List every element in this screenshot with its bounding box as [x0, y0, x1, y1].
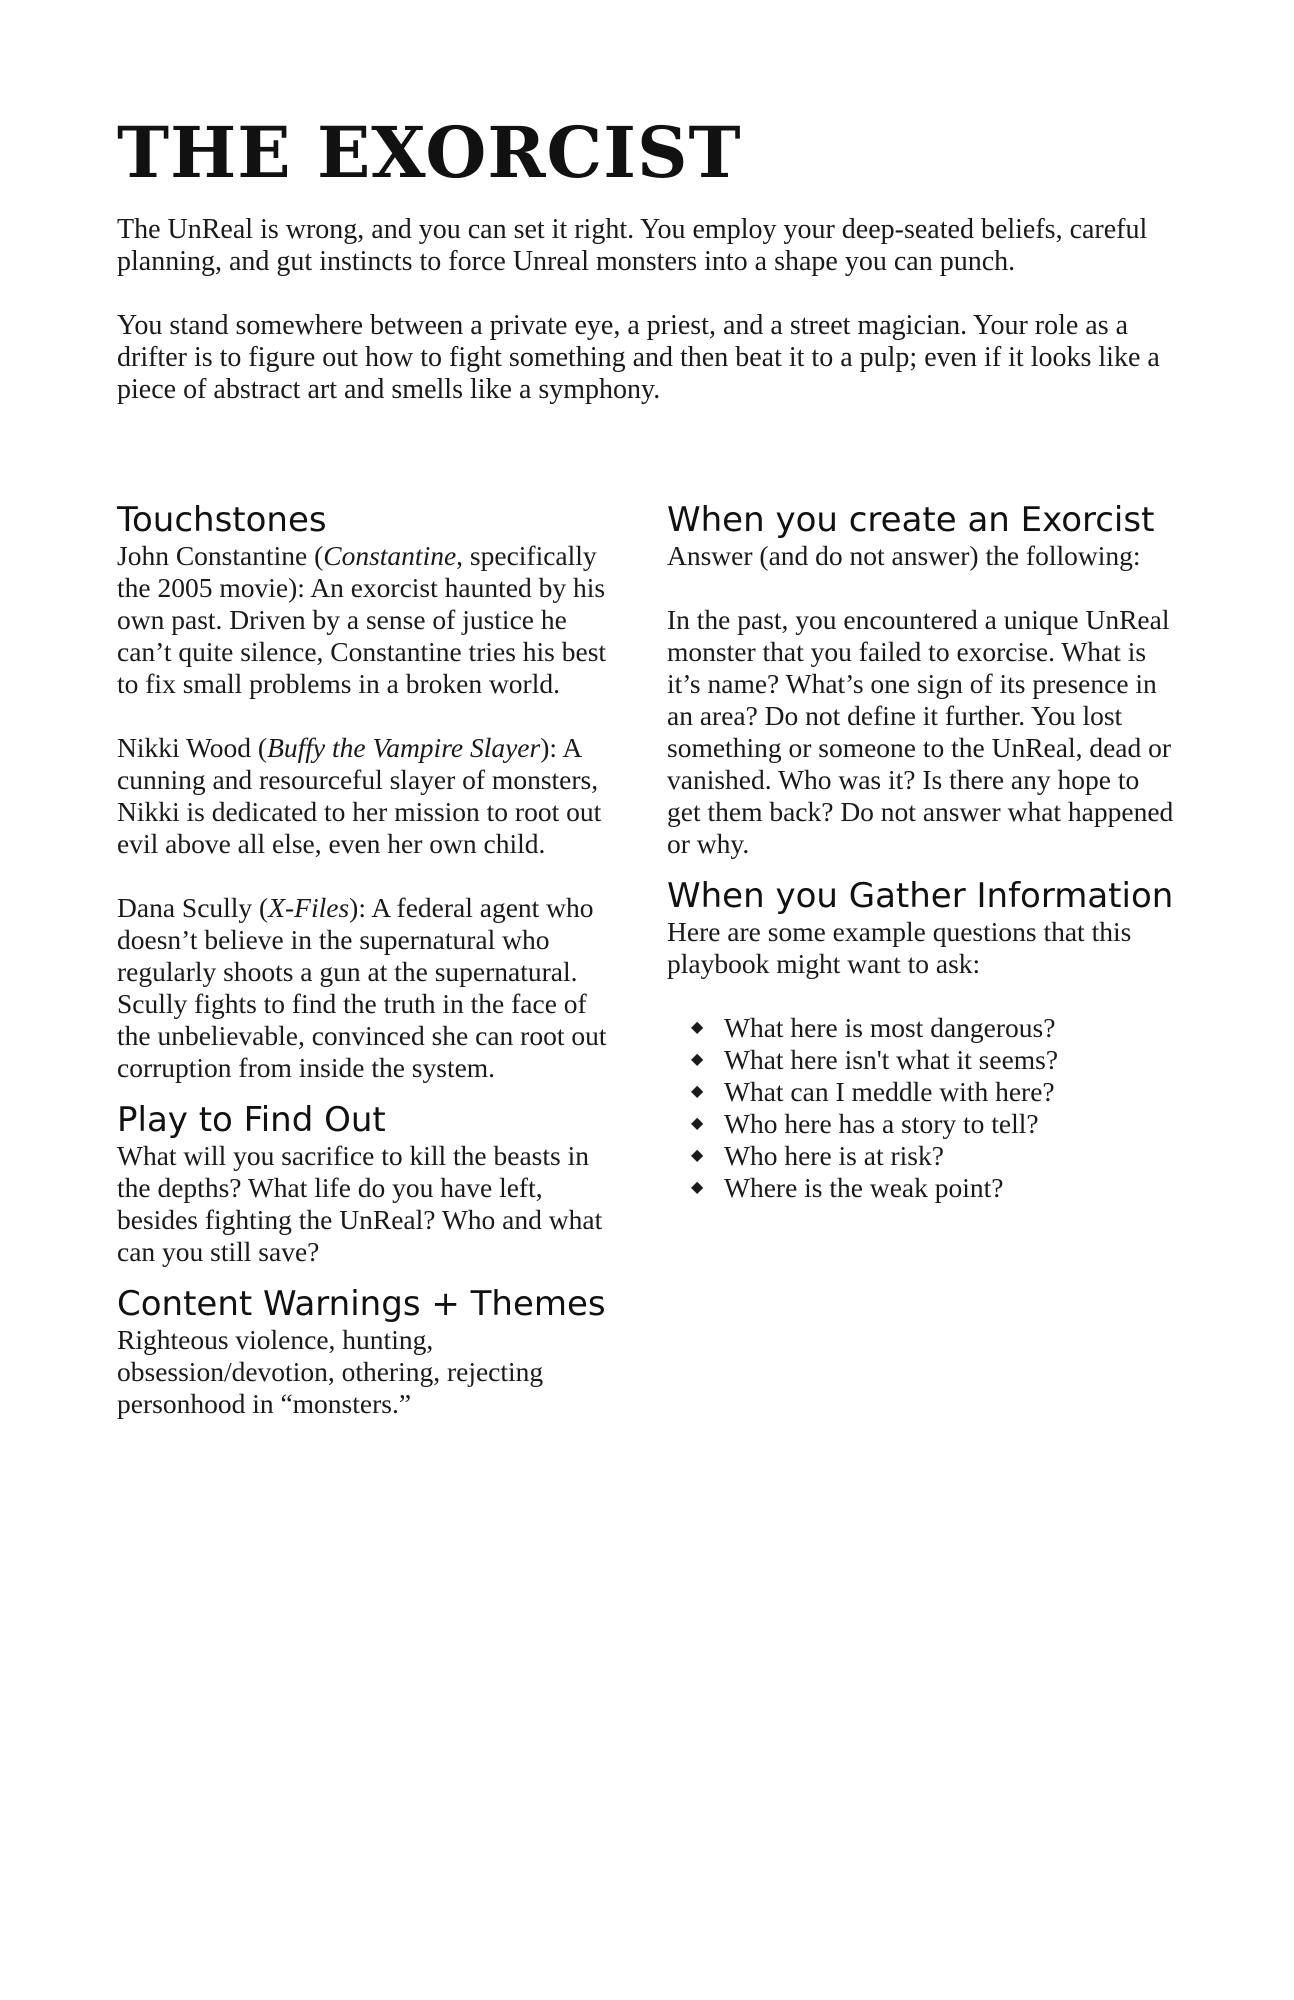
touchstone-item: Nikki Wood (Buffy the Vampire Slayer): A cunning and resourceful slayer of monsters, Nikki is dedicated to her mission to root out evil above all else, even her own child. [117, 732, 602, 859]
play-section [117, 1100, 627, 1268]
list-item: ◆ Who here has a story to tell? [691, 1108, 1039, 1139]
page-title: THE EXORCIST [117, 111, 742, 194]
create-section [667, 500, 1177, 860]
warnings-text: Righteous violence, hunting, obsession/devotion, othering, rejecting personhood in “monsters.” [117, 1324, 544, 1419]
gather-lead: Here are some example questions that this playbook might want to ask: [667, 916, 1132, 979]
gather-heading: When you Gather Information [667, 876, 1174, 916]
list-item: ◆ What here isn't what it seems? [691, 1044, 1059, 1075]
left-column [117, 500, 627, 1436]
warnings-heading: Content Warnings + Themes [117, 1284, 606, 1324]
question-list [667, 1012, 1177, 1204]
create-heading: When you create an Exorcist [667, 500, 1155, 540]
touchstones-heading: Touchstones [117, 500, 327, 540]
touchstones-section [117, 500, 627, 1084]
play-heading: Play to Find Out [117, 1100, 386, 1140]
warnings-section [117, 1284, 627, 1420]
intro-paragraph: You stand somewhere between a private eye, a priest, and a street magician. Your role as a drifter is to figure out how to fight something and then beat it to a pulp; even if it looks like a piece of abstract art and smells like a symphony. [117, 310, 1160, 405]
diamond-bullet-icon: ◆ [691, 1147, 704, 1164]
create-text: In the past, you encountered a unique UnReal monster that you failed to exorcise. What is it’s name? What’s one sign of its presence in an area? Do not define it further. You lost something or someone to the UnReal, dead or vanished. Who was it? Is there any hope to get them back? Do not answer what happened or why. [667, 604, 1174, 859]
gather-section [667, 876, 1177, 1204]
list-item: ◆ What can I meddle with here? [691, 1076, 1055, 1107]
play-text: What will you sacrifice to kill the beasts in the depths? What life do you have left, besides fighting the UnReal? Who and what can you still save? [117, 1140, 603, 1267]
diamond-bullet-icon: ◆ [691, 1115, 704, 1132]
diamond-bullet-icon: ◆ [691, 1179, 704, 1196]
list-item: ◆ What here is most dangerous? [691, 1012, 1056, 1043]
diamond-bullet-icon: ◆ [691, 1051, 704, 1068]
diamond-bullet-icon: ◆ [691, 1083, 704, 1100]
right-column [667, 500, 1177, 1220]
list-item: ◆ Who here is at risk? [691, 1140, 944, 1171]
intro-paragraph: The UnReal is wrong, and you can set it right. You employ your deep-seated beliefs, careful planning, and gut instincts to force Unreal monsters into a shape you can punch. [117, 214, 1148, 277]
touchstone-item: John Constantine (Constantine, specifically the 2005 movie): An exorcist haunted by his own past. Driven by a sense of justice he can’t quite silence, Constantine tries his best to fix small problems in a broken world. [117, 540, 607, 699]
list-item: ◆ Where is the weak point? [691, 1172, 1004, 1203]
touchstone-item: Dana Scully (X-Files): A federal agent who doesn’t believe in the supernatural who regularly shoots a gun at the supernatural. Scully fights to find the truth in the face of the unbelievable, convinced she can root out corruption from inside the system. [117, 892, 607, 1083]
create-lead: Answer (and do not answer) the following: [667, 540, 1141, 571]
page [117, 111, 1177, 1419]
intro [117, 214, 1177, 406]
diamond-bullet-icon: ◆ [691, 1019, 704, 1036]
